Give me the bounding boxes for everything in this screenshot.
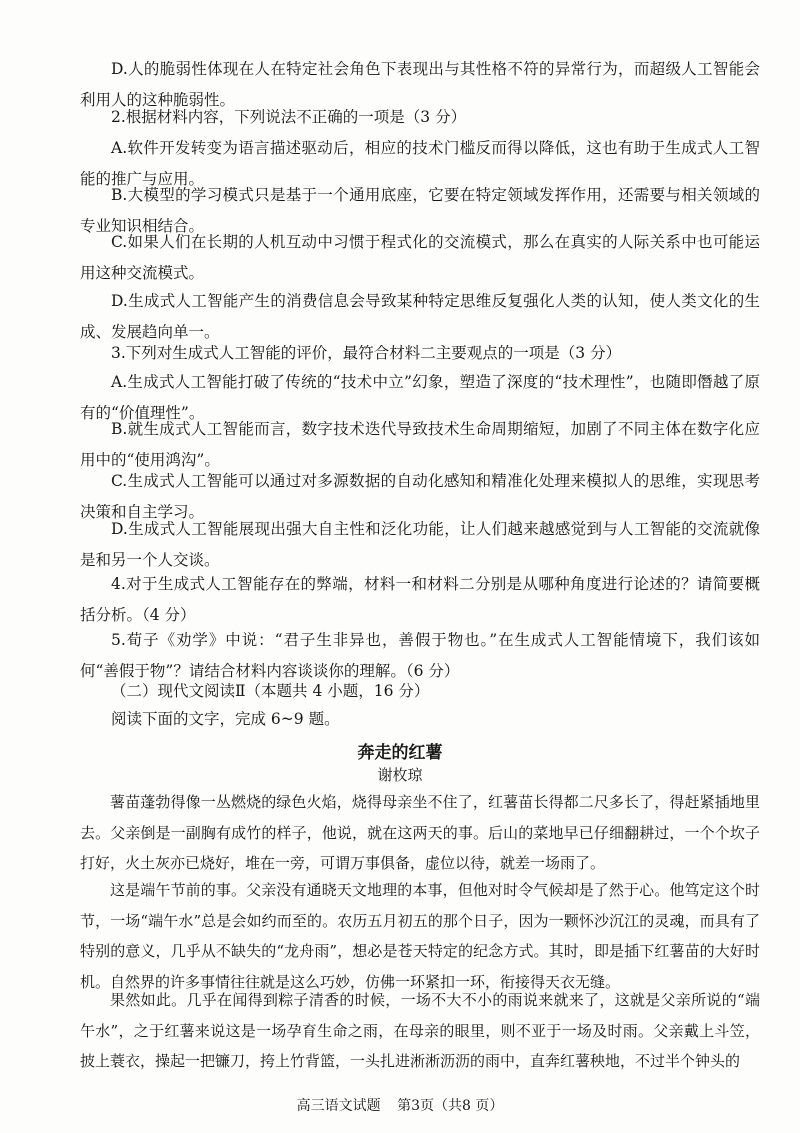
passage-author: 谢枚琼 xyxy=(377,766,423,784)
q2-option-b: B.大模型的学习模式只是基于一个通用底座，它要在特定领域发挥作用，还需要与相关领域的专业知识相结合。 xyxy=(80,186,760,235)
footer-subject: 高三语文试题 xyxy=(296,1098,381,1114)
q5-question: 5.荀子《劝学》中说：“君子生非异也，善假于物也。”在生成式人工智能情境下，我们该如何“善假于物”？请结合材料内容谈谈你的理解。（6 分） xyxy=(80,631,760,680)
q2-stem: 2.根据材料内容，下列说法不正确的一项是（3 分） xyxy=(111,108,467,126)
q3-option-c: C.生成式人工智能可以通过对多源数据的自动化感知和精准化处理来模拟人的思维，实现思考决策和自主学习。 xyxy=(80,472,760,521)
q4-question: 4.对于生成式人工智能存在的弊端，材料一和材料二分别是从哪种角度进行论述的？请简要概括分析。（4 分） xyxy=(80,575,760,624)
q3-option-a: A.生成式人工智能打破了传统的“技术中立”幻象，塑造了深度的“技术理性”，也随即僭越了原有的“价值理性”。 xyxy=(80,373,760,422)
q2-option-c: C.如果人们在长期的人机互动中习惯于程式化的交流模式，那么在真实的人际关系中也可能运用这种交流模式。 xyxy=(80,233,760,282)
q3-option-b: B.就生成式人工智能而言，数字技术迭代导致技术生命周期缩短，加剧了不同主体在数字化应用中的“使用鸿沟”。 xyxy=(80,420,760,469)
passage-paragraph-2: 这是端午节前的事。父亲没有通晓天文地理的本事，但他对时令气候却是了然于心。他笃定这个时节，一场“端午水”总是会如约而至的。农历五月初五的那个日子，因为一颗怀沙沉江的灵魂，而具有了特别的意义，几乎从不缺失的“龙舟雨”，想必是苍天特定的纪念方式。其时，即是插下红薯苗的大好时机。自然界的许多事情往往就是这么巧妙，仿佛一环紧扣一环，衔接得天衣无缝。 xyxy=(80,881,760,991)
section-heading: （二）现代文阅读Ⅱ（本题共 4 小题，16 分） xyxy=(111,682,430,700)
footer-page-number: 第3页（共8 页） xyxy=(397,1098,504,1114)
q2-option-a: A.软件开发转变为语言描述驱动后，相应的技术门槛反而得以降低，这也有助于生成式人工智能的推广与应用。 xyxy=(80,139,760,188)
section-instruction: 阅读下面的文字，完成 6~9 题。 xyxy=(111,710,340,728)
q3-option-d: D.生成式人工智能展现出强大自主性和泛化功能，让人们越来越感觉到与人工智能的交流就像是和另一个人交谈。 xyxy=(80,520,760,569)
passage-paragraph-1: 薯苗蓬勃得像一丛燃烧的绿色火焰，烧得母亲坐不住了，红薯苗长得都二尺多长了，得赶紧插地里去。父亲倒是一副胸有成竹的样子，他说，就在这两天的事。后山的菜地早已仔细翻耕过，一个个坎子打好，火土灰亦已烧好，堆在一旁，可谓万事俱备，虚位以待，就差一场雨了。 xyxy=(80,793,760,872)
page-footer xyxy=(0,1095,800,1115)
q2-option-d: D.生成式人工智能产生的消费信息会导致某种特定思维反复强化人类的认知，使人类文化的生成、发展趋向单一。 xyxy=(80,292,760,341)
passage-title: 奔走的红薯 xyxy=(357,743,443,763)
passage-paragraph-3: 果然如此。几乎在闻得到粽子清香的时候，一场不大不小的雨说来就来了，这就是父亲所说的“端午水”，之于红薯来说这是一场孕育生命之雨，在母亲的眼里，则不亚于一场及时雨。父亲戴上斗笠，披上蓑衣，操起一把镰刀，挎上竹背篮，一头扎进淅淅沥沥的雨中，直奔红薯秧地，不过半个钟头的 xyxy=(80,991,760,1070)
q3-stem: 3.下列对生成式人工智能的评价，最符合材料二主要观点的一项是（3 分） xyxy=(111,344,622,362)
q1-option-d: D.人的脆弱性体现在人在特定社会角色下表现出与其性格不符的异常行为，而超级人工智能会利用人的这种脆弱性。 xyxy=(80,60,760,109)
